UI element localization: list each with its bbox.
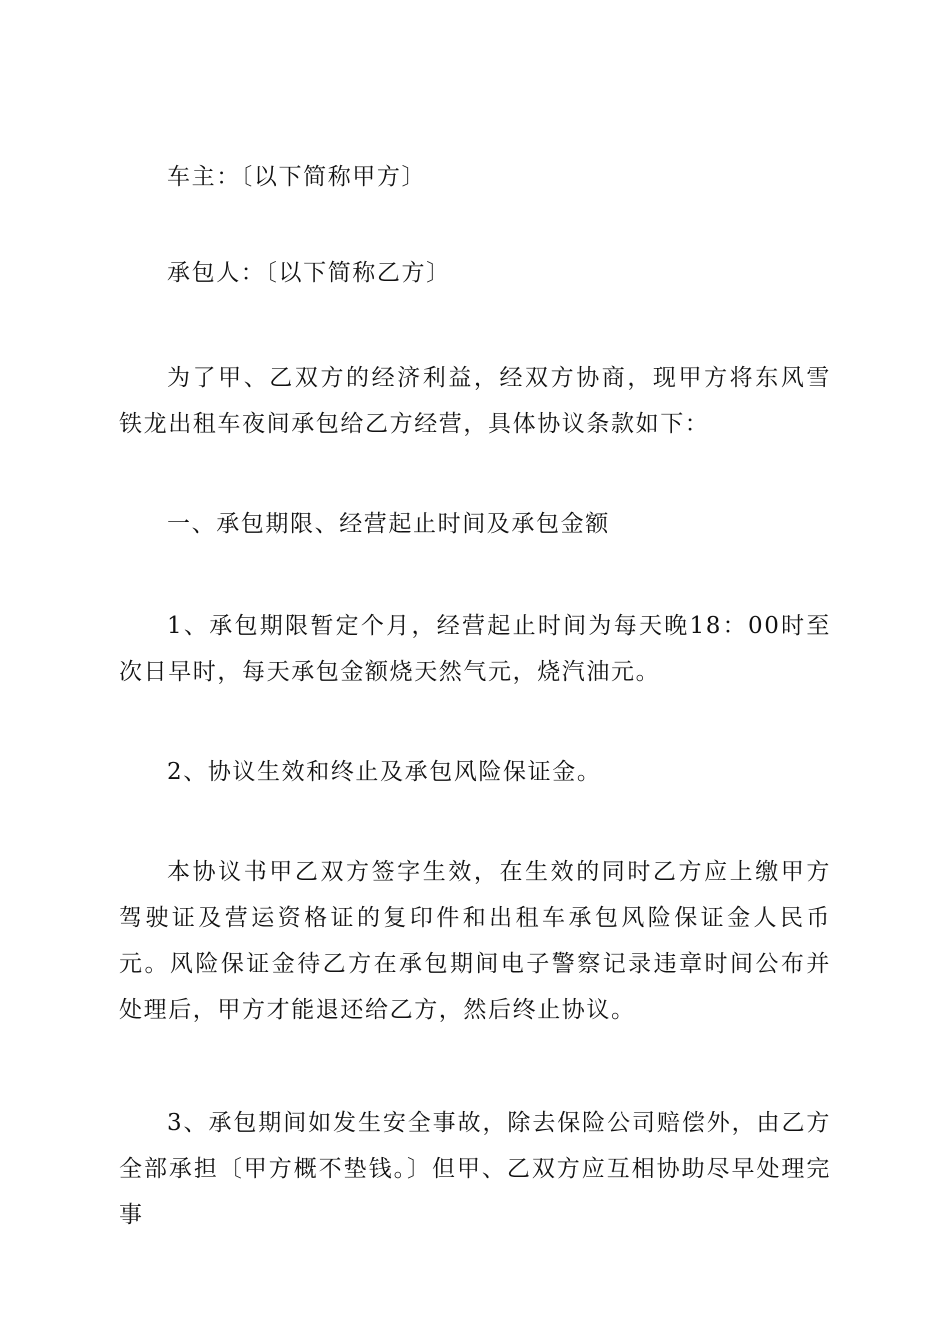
clause-1-paragraph: 1、承包期限暂定个月，经营起止时间为每天晚18：00时至次日早时，每天承包金额烧天然气元，烧汽油元。: [119, 613, 831, 685]
intro-paragraph: 为了甲、乙双方的经济利益，经双方协商，现甲方将东风雪铁龙出租车夜间承包给乙方经营，具体协议条款如下：: [119, 365, 831, 437]
clause-2-heading: 2、协议生效和终止及承包风险保证金。: [167, 759, 602, 785]
party-b-line: 承包人：〔以下简称乙方〕: [167, 260, 451, 286]
section-one-heading: 一、承包期限、经营起止时间及承包金额: [167, 511, 610, 537]
party-a-line: 车主：〔以下简称甲方〕: [167, 164, 427, 190]
clause-2-body-paragraph: 本协议书甲乙双方签字生效，在生效的同时乙方应上缴甲方驾驶证及营运资格证的复印件和出租车承包风险保证金人民币元。风险保证金待乙方在承包期间电子警察记录违章时间公布并处理后，甲方才能退还给乙方，然后终止协议。: [119, 859, 831, 1023]
clause-3-paragraph: 3、承包期间如发生安全事故，除去保险公司赔偿外，由乙方全部承担〔甲方概不垫钱。〕但甲、乙双方应互相协助尽早处理完事: [119, 1110, 831, 1228]
